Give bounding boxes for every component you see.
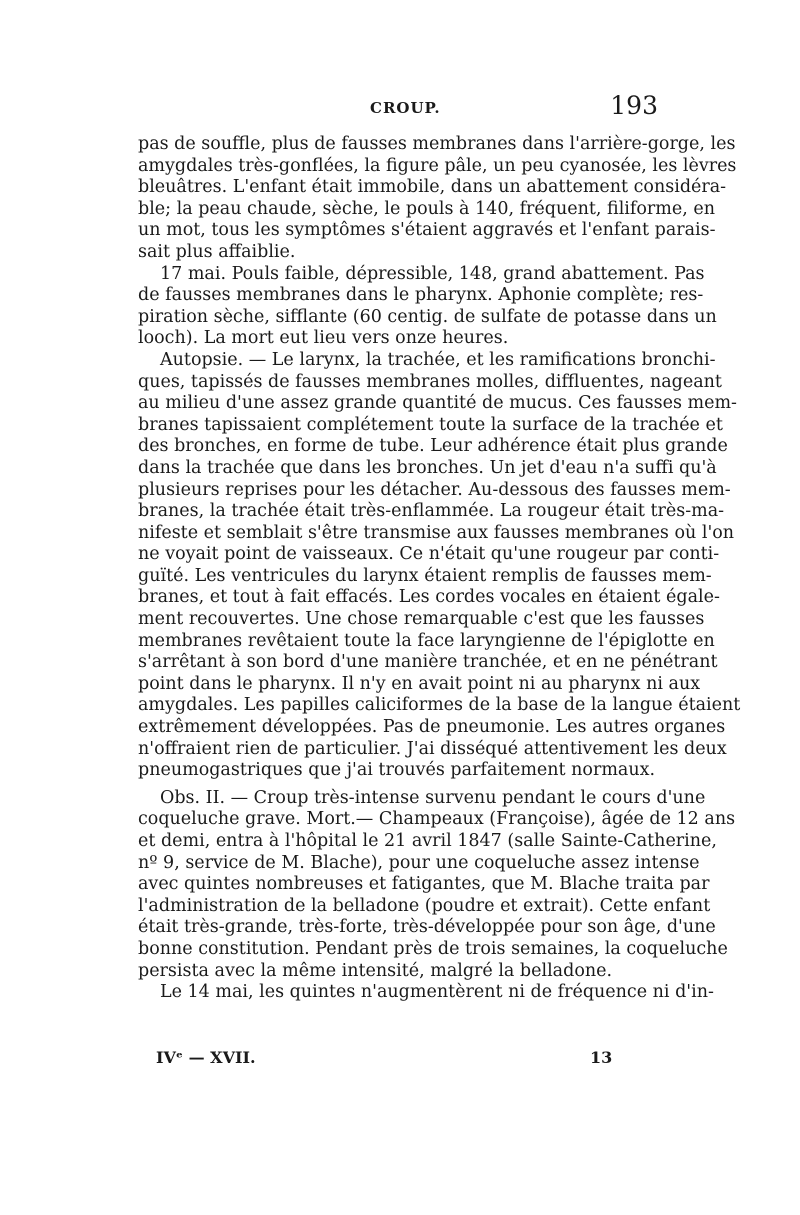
body-text (138, 134, 741, 1004)
text-line: ques, tapissés de fausses membranes molles, diffluentes, nageant (138, 371, 722, 392)
text-line: extrêmement développées. Pas de pneumonie. Les autres organes (138, 717, 726, 738)
signature-number: 13 (590, 1048, 613, 1067)
text-line: coqueluche grave. Mort.— Champeaux (Françoise), âgée de 12 ans (138, 809, 736, 830)
text-line: Obs. II. — Croup très-intense survenu pendant le cours d'une (160, 787, 706, 808)
text-line: s'arrêtant à son bord d'une manière tranchée, et en ne pénétrant (138, 652, 718, 673)
text-line: ble; la peau chaude, sèche, le pouls à 140, fréquent, filiforme, en (138, 198, 715, 219)
text-line: ment recouvertes. Une chose remarquable c'est que les fausses (138, 609, 705, 630)
text-line: l'administration de la belladone (poudre et extrait). Cette enfant (138, 895, 711, 916)
text-line: point dans le pharynx. Il n'y en avait point ni au pharynx ni aux (138, 673, 701, 694)
text-line: un mot, tous les symptômes s'étaient aggravés et l'enfant parais- (138, 220, 716, 241)
text-line: avec quintes nombreuses et fatigantes, que M. Blache traita par (138, 874, 710, 895)
page-footer (156, 1048, 616, 1072)
text-line: de fausses membranes dans le pharynx. Aphonie complète; res- (138, 285, 704, 306)
text-line: bonne constitution. Pendant près de trois semaines, la coqueluche (138, 938, 728, 959)
text-line: amygdales très-gonflées, la figure pâle, un peu cyanosée, les lèvres (138, 155, 737, 176)
text-line: nifeste et semblait s'être transmise aux fausses membranes où l'on (138, 522, 735, 543)
text-line: branes, la trachée était très-enflammée. La rougeur était très-ma- (138, 501, 725, 522)
page-number: 193 (610, 91, 658, 120)
text-line: branes, et tout à fait effacés. Les cordes vocales en étaient égale- (138, 587, 720, 608)
text-line: membranes revêtaient toute la face laryngienne de l'épiglotte en (138, 630, 715, 651)
text-line: bleuâtres. L'enfant était immobile, dans un abattement considéra- (138, 177, 727, 198)
text-line: persista avec la même intensité, malgré la belladone. (138, 960, 613, 981)
text-line: pneumogastriques que j'ai trouvés parfaitement normaux. (138, 760, 656, 781)
text-line: nº 9, service de M. Blache), pour une coqueluche assez intense (138, 852, 700, 873)
text-line: ne voyait point de vaisseaux. Ce n'était qu'une rougeur par conti- (138, 544, 720, 565)
text-line: et demi, entra à l'hôpital le 21 avril 1847 (salle Sainte-Catherine, (138, 831, 717, 851)
text-line: n'offraient rien de particulier. J'ai disséqué attentivement les deux (138, 738, 727, 759)
text-line: pas de souffle, plus de fausses membranes dans l'arrière-gorge, les (138, 134, 736, 154)
text-line: était très-grande, très-forte, très-développée pour son âge, d'une (138, 917, 716, 938)
text-line: 17 mai. Pouls faible, dépressible, 148, grand abattement. Pas (160, 263, 705, 284)
text-line: piration sèche, sifflante (60 centig. de sulfate de potasse dans un (138, 306, 717, 327)
text-line: amygdales. Les papilles caliciformes de la base de la langue étaient (138, 695, 741, 716)
text-line: plusieurs reprises pour les détacher. Au-dessous des fausses mem- (138, 479, 731, 500)
page-header (138, 91, 658, 125)
text-line: au milieu d'une assez grande quantité de mucus. Ces fausses mem- (138, 393, 737, 414)
text-line: Le 14 mai, les quintes n'augmentèrent ni de fréquence ni d'in- (160, 982, 714, 1003)
text-line: Autopsie. — Le larynx, la trachée, et les ramifications bronchi- (160, 349, 716, 370)
text-line: sait plus affaiblie. (138, 241, 296, 262)
running-title: CROUP. (370, 99, 441, 117)
text-line: looch). La mort eut lieu vers onze heures. (138, 328, 509, 349)
text-line: branes tapissaient complétement toute la surface de la trachée et (138, 414, 723, 435)
printer-signature: IVᵉ — XVII. (156, 1048, 256, 1067)
text-line: guïté. Les ventricules du larynx étaient remplis de fausses mem- (138, 565, 712, 586)
text-line: dans la trachée que dans les bronches. Un jet d'eau n'a suffi qu'à (138, 457, 717, 478)
text-line: des bronches, en forme de tube. Leur adhérence était plus grande (138, 436, 728, 457)
